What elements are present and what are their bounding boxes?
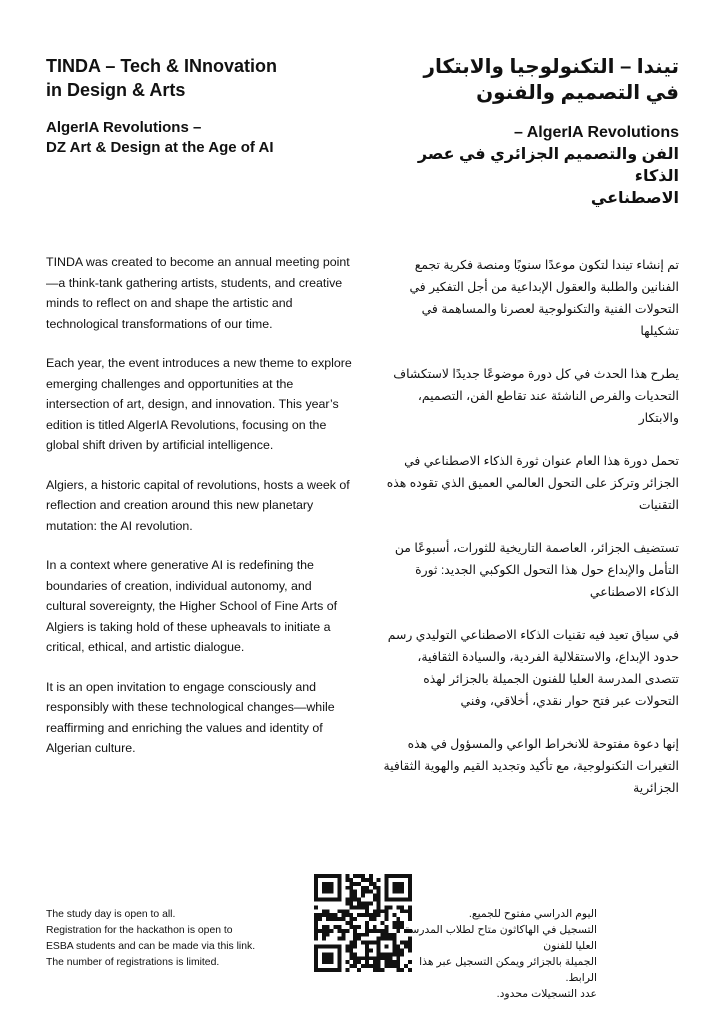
- footer-english-line: Registration for the hackathon is open to: [46, 925, 233, 936]
- paragraph-english: Algiers, a historic capital of revolutions, hosts a week of reflection and creation around this new planetary mutation: the AI revolution.: [46, 477, 350, 533]
- footer-arabic: [397, 906, 597, 1002]
- paragraph-arabic: إنها دعوة مفتوحة للانخراط الواعي والمسؤول في هذه التغيرات التكنولوجية، مع تأكيد وتجديد القيم والهوية الثقافية الجزائرية: [383, 737, 679, 795]
- subtitle-english-line: AlgerIA Revolutions –: [46, 119, 202, 136]
- title-english-line: in Design & Arts: [46, 80, 186, 100]
- paragraph-arabic: تستضيف الجزائر، العاصمة التاريخية للثورات، أسبوعًا من التأمل والإبداع حول هذا التحول الكوكبي الجديد: ثورة الذكاء الاصطناعي: [394, 541, 679, 599]
- title-arabic: [379, 54, 679, 106]
- subtitle-arabic-line: الفن والتصميم الجزائري في عصر الذكاء: [417, 146, 679, 185]
- paragraph-arabic: يطرح هذا الحدث في كل دورة موضوعًا جديدًا لاستكشاف التحديات والفرص الناشئة عند تقاطع الفن، التصميم، والابتكار: [393, 367, 679, 425]
- paragraph-english: TINDA was created to become an annual meeting point—a think-tank gathering artists, students, and creative minds to reflect on and shape the artistic and technological transformations of our time.: [46, 255, 350, 331]
- subtitle-english: [46, 118, 354, 158]
- footer-arabic-line: التسجيل في الهاكاثون متاح لطلاب المدرسة العليا للفنون: [404, 924, 597, 952]
- paragraph-arabic: في سياق تعيد فيه تقنيات الذكاء الاصطناعي التوليدي رسم حدود الإبداع، والاستقلالية الفردية، والسيادة الثقافية، تتصدى المدرسة العليا للفنون الجميلة بالجزائر لهذه التحولات عبر فتح حوار نقدي، أخلاقي، وفني: [387, 628, 679, 708]
- footer-arabic-line: اليوم الدراسي مفتوح للجميع.: [468, 908, 597, 920]
- body-english: [46, 252, 354, 778]
- footer-english-line: ESBA students and can be made via this link.: [46, 941, 256, 952]
- footer-arabic-line: عدد التسجيلات محدود.: [496, 988, 597, 1000]
- footer-english-line: The study day is open to all.: [46, 909, 176, 920]
- title-arabic-line: تيندا – التكنولوجيا والابتكار: [423, 56, 679, 78]
- title-english-line: TINDA – Tech & INnovation: [46, 56, 278, 76]
- footer-english-line: The number of registrations is limited.: [46, 957, 220, 968]
- title-arabic-line: في التصميم والفنون: [476, 82, 679, 104]
- paragraph-english: Each year, the event introduces a new theme to explore emerging challenges and opportunities at the intersection of art, design, and innovation. This year’s edition is titled AlgerIA Revolutions, focusing on the global shift driven by artificial intelligence.: [46, 356, 352, 452]
- subtitle-arabic: [379, 122, 679, 210]
- title-english: [46, 54, 354, 102]
- footer-arabic-line: الجميلة بالجزائر ويمكن التسجيل عبر هذا الرابط.: [419, 956, 597, 984]
- paragraph-english: It is an open invitation to engage consciously and responsibly with these technological changes—while reaffirming and enriching the values and identity of Algerian culture.: [46, 679, 335, 755]
- paragraph-arabic: تم إنشاء تيندا لتكون موعدًا سنويًا ومنصة فكرية تجمع الفنانين والطلبة والعقول الإبداعية من أجل التفكير في التحولات الفنية والتكنولوجية لعصرنا والمساهمة في تشكيلها: [409, 258, 679, 338]
- subtitle-arabic-latin: – AlgerIA Revolutions: [513, 124, 679, 141]
- paragraph-english: In a context where generative AI is redefining the boundaries of creation, individual autonomy, and cultural sovereignty, the Higher School of Fine Arts of Algiers is taking hold of these upheavals to initiate a critical, ethical, and artistic dialogue.: [46, 558, 338, 654]
- paragraph-arabic: تحمل دورة هذا العام عنوان ثورة الذكاء الاصطناعي في الجزائر وتركز على التحول العالمي العميق الذي تقوده هذه التقنيات: [386, 454, 679, 512]
- footer-english: [46, 907, 306, 971]
- subtitle-english-line: DZ Art & Design at the Age of AI: [46, 139, 274, 156]
- subtitle-arabic-line: الاصطناعي: [590, 190, 679, 207]
- body-arabic: [383, 254, 679, 820]
